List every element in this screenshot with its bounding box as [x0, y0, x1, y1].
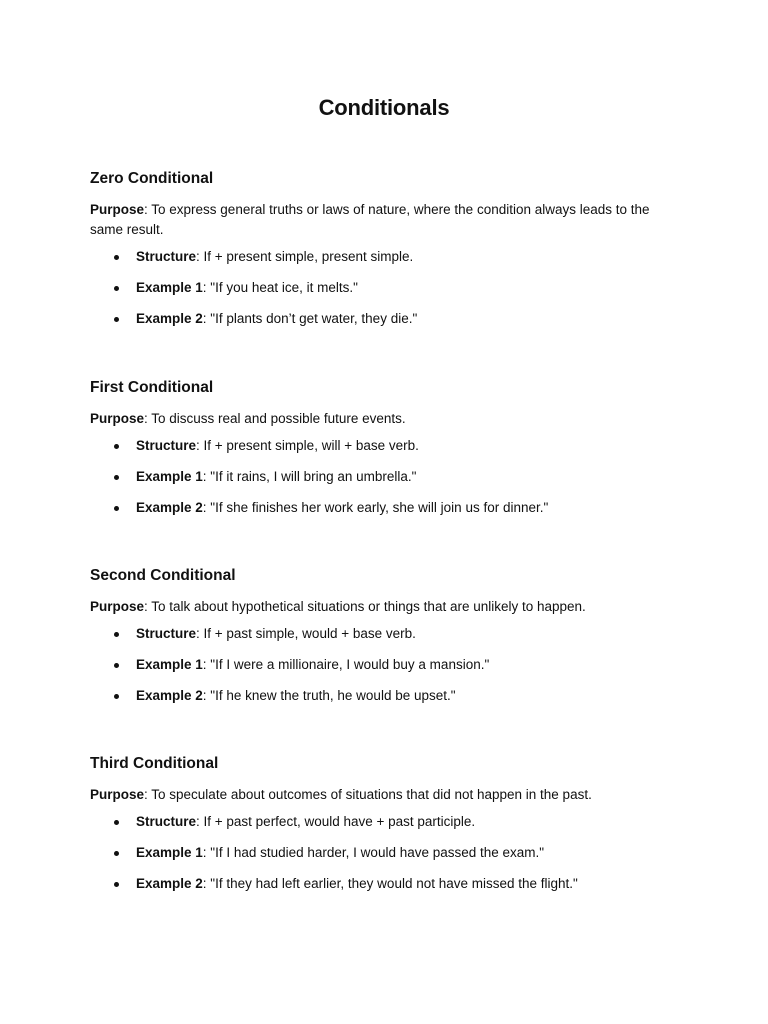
- item-text: : If + past simple, would + base verb.: [196, 626, 416, 641]
- purpose-label: Purpose: [90, 599, 145, 614]
- bullet-dot-icon: [114, 475, 119, 480]
- item-label: Structure: [136, 814, 197, 829]
- bullet-list: [90, 624, 690, 706]
- item-text: : "If it rains, I will bring an umbrella.": [202, 469, 417, 484]
- item-label: Example 1: [136, 845, 203, 860]
- bullet-list: [90, 812, 690, 894]
- item-label: Example 1: [136, 657, 203, 672]
- purpose-text: : To express general truths or laws of nature, where the condition always leads to the same result.: [90, 202, 650, 237]
- item-text: : "If they had left earlier, they would not have missed the flight.": [202, 876, 578, 891]
- bullet-dot-icon: [114, 663, 119, 668]
- item-label: Example 2: [136, 876, 203, 891]
- purpose-paragraph: [90, 409, 675, 429]
- section-first-conditional: [90, 377, 690, 529]
- purpose-text: : To discuss real and possible future events.: [144, 411, 406, 426]
- list-item: [90, 874, 690, 894]
- bullet-dot-icon: [114, 882, 119, 887]
- item-text: : "If I had studied harder, I would have passed the exam.": [202, 845, 545, 860]
- section-second-conditional: [90, 565, 690, 717]
- list-item: [90, 278, 690, 298]
- purpose-label: Purpose: [90, 202, 145, 217]
- list-item: [90, 247, 690, 267]
- list-item: [90, 624, 690, 644]
- bullet-list: [90, 436, 690, 518]
- item-text: : "If you heat ice, it melts.": [202, 280, 358, 295]
- section-heading: Second Conditional: [90, 567, 236, 584]
- item-text: : If + present simple, present simple.: [196, 249, 414, 264]
- list-item: [90, 655, 690, 675]
- item-text: : If + present simple, will + base verb.: [196, 438, 419, 453]
- section-heading: Zero Conditional: [90, 170, 214, 187]
- purpose-text: : To speculate about outcomes of situations that did not happen in the past.: [144, 787, 592, 802]
- item-label: Example 2: [136, 688, 203, 703]
- section-heading: First Conditional: [90, 379, 214, 396]
- list-item: [90, 436, 690, 456]
- item-label: Example 1: [136, 469, 203, 484]
- purpose-paragraph: [90, 200, 675, 240]
- bullet-dot-icon: [114, 255, 119, 260]
- item-label: Example 1: [136, 280, 203, 295]
- page-title: Conditionals: [318, 95, 450, 120]
- item-text: : If + past perfect, would have + past participle.: [196, 814, 476, 829]
- purpose-paragraph: [90, 785, 675, 805]
- section-zero-conditional: [90, 168, 690, 340]
- purpose-paragraph: [90, 597, 675, 617]
- bullet-dot-icon: [114, 851, 119, 856]
- item-label: Structure: [136, 438, 197, 453]
- list-item: [90, 309, 690, 329]
- purpose-label: Purpose: [90, 787, 145, 802]
- item-text: : "If I were a millionaire, I would buy a mansion.": [202, 657, 490, 672]
- bullet-dot-icon: [114, 317, 119, 322]
- item-label: Example 2: [136, 311, 203, 326]
- bullet-list: [90, 247, 690, 329]
- item-label: Structure: [136, 626, 197, 641]
- item-label: Example 2: [136, 500, 203, 515]
- bullet-dot-icon: [114, 820, 119, 825]
- purpose-label: Purpose: [90, 411, 145, 426]
- bullet-dot-icon: [114, 506, 119, 511]
- list-item: [90, 498, 690, 518]
- bullet-dot-icon: [114, 694, 119, 699]
- purpose-text: : To talk about hypothetical situations or things that are unlikely to happen.: [144, 599, 586, 614]
- bullet-dot-icon: [114, 444, 119, 449]
- section-heading: Third Conditional: [90, 755, 219, 772]
- list-item: [90, 812, 690, 832]
- list-item: [90, 467, 690, 487]
- item-text: : "If she finishes her work early, she will join us for dinner.": [202, 500, 549, 515]
- list-item: [90, 686, 690, 706]
- list-item: [90, 843, 690, 863]
- section-third-conditional: [90, 753, 690, 905]
- item-text: : "If plants don’t get water, they die.": [202, 311, 418, 326]
- bullet-dot-icon: [114, 286, 119, 291]
- item-label: Structure: [136, 249, 197, 264]
- item-text: : "If he knew the truth, he would be upset.": [202, 688, 456, 703]
- bullet-dot-icon: [114, 632, 119, 637]
